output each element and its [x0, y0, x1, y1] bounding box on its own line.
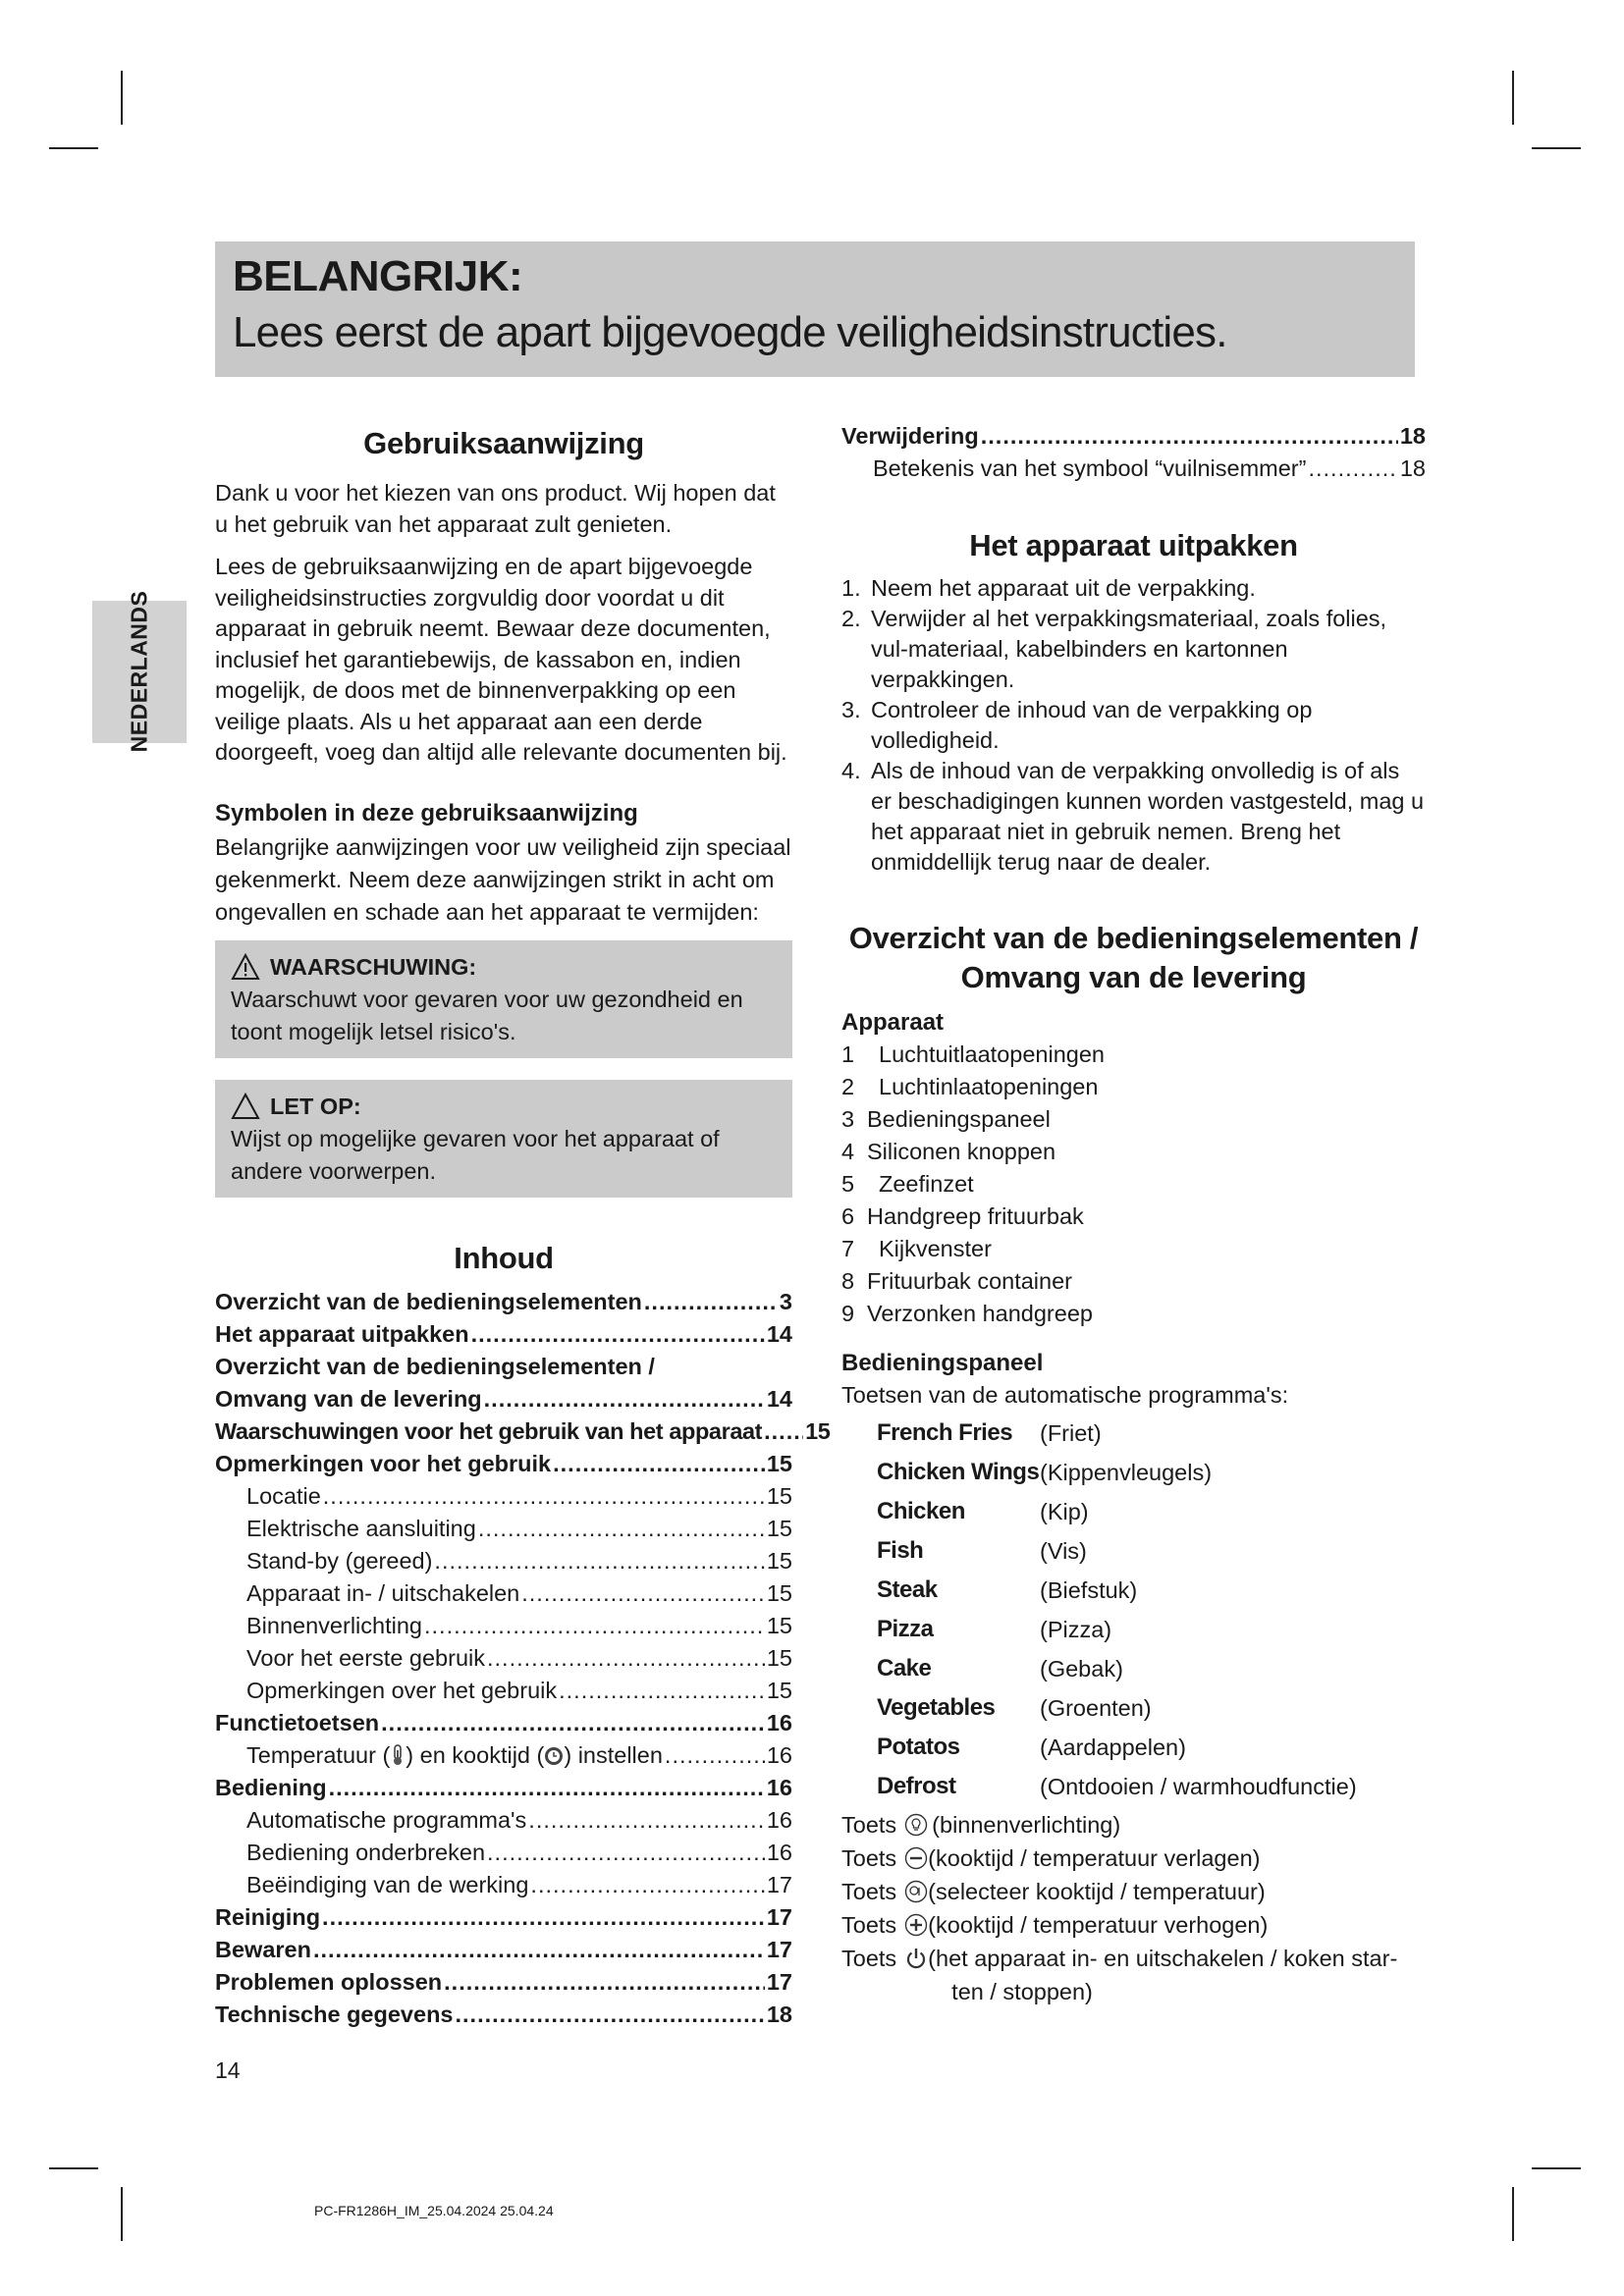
caution-box	[215, 1080, 792, 1198]
table-of-contents	[215, 1286, 831, 2031]
thermometer-icon	[390, 1744, 406, 1766]
toc-entry: Het apparaat uitpakken ..... 14	[215, 1318, 792, 1351]
intro-paragraph-2: Lees de gebruiksaanwijzing en de apart bijgevoegde veiligheidsinstructies zorgvuldig door voordat u dit apparaat in gebruik neemt. Bewaar deze documenten, inclusief het garantiebewijs, de kassabon en, indien mogelijk, de doos met de binnenverpakking op een veilige plaats. Als u het apparaat aan een derde doorgeeft, voeg dan altijd alle relevante documenten bij.	[215, 554, 787, 765]
toc-entry: Omvang van de levering ..... 14	[215, 1383, 792, 1415]
toc-entry: Verwijdering ..... 18	[841, 420, 1426, 453]
crop-mark	[121, 71, 123, 125]
list-item: 4 Siliconen knoppen	[841, 1139, 1056, 1164]
toc-entry: Apparaat in- / uitschakelen ..... 15	[215, 1577, 792, 1610]
language-tab-label: NEDERLANDS	[126, 590, 152, 753]
toc-entry: Waarschuwingen voor het gebruik van het apparaat ..... 15	[215, 1415, 792, 1448]
unpack-steps	[841, 573, 1426, 878]
crop-mark	[49, 2167, 98, 2169]
key-item: Toets (kooktijd / temperatuur verlagen)	[841, 1845, 1261, 1871]
program-item: Chicken Wings (Kippenvleugels)	[877, 1459, 1213, 1485]
toc-entry: Betekenis van het symbool “vuilnisemmer” ..... 18	[841, 453, 1426, 485]
toc-entry: Technische gegevens ..... 18	[215, 1999, 792, 2031]
list-item: 8 Frituurbak container	[841, 1268, 1072, 1294]
program-item: Pizza (Pizza)	[877, 1616, 1112, 1642]
important-banner	[215, 241, 1415, 377]
programs-intro: Toetsen van de automatische programma's:	[841, 1382, 1289, 1408]
toc-entry: Bediening onderbreken ..... 16	[215, 1837, 792, 1869]
symbols-text: Belangrijke aanwijzingen voor uw veiligheid zijn speciaal gekenmerkt. Neem deze aanwijzingen strikt in acht om ongevallen en schade aan het apparaat te vermijden:	[215, 833, 791, 925]
toc-title: Inhoud	[454, 1240, 554, 1275]
toc-entry: Reiniging ..... 17	[215, 1901, 792, 1934]
toc-entry: Temperatuur ( ) en kooktijd ( ) instellen ..... 16	[215, 1739, 792, 1772]
key-item: Toets (binnenverlichting)	[841, 1812, 1121, 1838]
key-item: Toets (het apparaat in- en uitschakelen / koken star- ten / stoppen)	[841, 1946, 1398, 2004]
list-item: 2 Luchtinlaatopeningen	[841, 1074, 1099, 1099]
toc-entry: Stand-by (gereed) ..... 15	[215, 1545, 792, 1577]
list-item: 3. Controleer de inhoud van de verpakking op volledigheid.	[841, 697, 1313, 753]
crop-mark	[1532, 2167, 1581, 2169]
list-item: 5 Zeefinzet	[841, 1171, 974, 1197]
crop-mark	[121, 2187, 123, 2241]
program-item: Steak (Biefstuk)	[877, 1576, 1138, 1603]
list-item: 2. Verwijder al het verpakkingsmateriaal, zoals folies, vul-materiaal, kabelbinders en kartonnen verpakkingen.	[841, 606, 1387, 692]
toc-entry: Problemen oplossen ..... 17	[215, 1966, 792, 1999]
crop-mark	[1512, 71, 1514, 125]
list-item: 9 Verzonken handgreep	[841, 1301, 1093, 1326]
power-icon	[904, 1947, 928, 1970]
toc-entry: Binnenverlichting ..... 15	[215, 1610, 792, 1642]
plus-icon	[904, 1913, 928, 1937]
panel-heading: Bedieningspaneel	[841, 1350, 1044, 1376]
list-item: 6 Handgreep frituurbak	[841, 1203, 1084, 1229]
caution-icon	[231, 1093, 260, 1120]
list-item: 4. Als de inhoud van de verpakking onvolledig is of als er beschadigingen kunnen worden vastgesteld, mag u het apparaat niet in gebruik nemen. Breng het onmiddellijk terug naar de dealer.	[841, 758, 1425, 875]
key-item: Toets (kooktijd / temperatuur verhogen)	[841, 1912, 1269, 1938]
toc-entry: Opmerkingen voor het gebruik ..... 15	[215, 1448, 792, 1480]
minus-icon	[904, 1846, 928, 1870]
key-item: Toets (selecteer kooktijd / temperatuur)	[841, 1879, 1266, 1904]
program-item: Cake (Gebak)	[877, 1655, 1123, 1682]
program-item: Vegetables (Groenten)	[877, 1694, 1152, 1721]
toc-entry: Overzicht van de bedieningselementen /	[215, 1353, 655, 1379]
caution-label: LET OP:	[270, 1093, 361, 1119]
program-item: Potatos (Aardappelen)	[877, 1734, 1186, 1760]
footer-code: PC-FR1286H_IM_25.04.2024 25.04.24	[314, 2203, 554, 2218]
toc-entry: Opmerkingen over het gebruik ..... 15	[215, 1675, 792, 1707]
list-item: 1. Neem het apparaat uit de verpakking.	[841, 575, 1256, 601]
toc-entry: Bediening ..... 16	[215, 1772, 792, 1804]
program-item: French Fries (Friet)	[877, 1419, 1102, 1446]
device-heading: Apparaat	[841, 1009, 945, 1036]
symbols-heading: Symbolen in deze gebruiksaanwijzing	[215, 799, 638, 827]
intro-paragraph-1: Dank u voor het kiezen van ons product. Wij hopen dat u het gebruik van het apparaat zult genieten.	[215, 480, 776, 537]
crop-mark	[1532, 147, 1581, 149]
parts-list	[841, 1039, 1426, 1330]
toc-entry: Voor het eerste gebruik ..... 15	[215, 1642, 792, 1675]
programs-list	[841, 1414, 1426, 1806]
program-item: Defrost (Ontdooien / warmhoudfunctie)	[877, 1773, 1357, 1799]
list-item: 1 Luchtuitlaatopeningen	[841, 1041, 1105, 1067]
warning-icon	[231, 953, 260, 981]
key-list	[841, 1808, 1426, 2008]
right-column	[841, 420, 1426, 2008]
select-icon	[904, 1880, 928, 1903]
crop-mark	[1512, 2187, 1514, 2241]
toc-entry: Automatische programma's ..... 16	[215, 1804, 792, 1837]
lightbulb-icon	[904, 1813, 928, 1837]
banner-title: BELANGRIJK:	[233, 252, 523, 300]
crop-mark	[49, 147, 98, 149]
manual-title: Gebruiksaanwijzing	[363, 426, 644, 460]
toc-entry: Elektrische aansluiting ..... 15	[215, 1513, 792, 1545]
clock-icon	[544, 1746, 564, 1766]
warning-label: WAARSCHUWING:	[270, 953, 477, 980]
banner-subtitle: Lees eerst de apart bijgevoegde veiligheidsinstructies.	[233, 308, 1227, 356]
toc-entry: Functietoetsen ..... 16	[215, 1707, 792, 1739]
toc-entry: Bewaren ..... 17	[215, 1934, 792, 1966]
program-item: Chicken (Kip)	[877, 1498, 1089, 1524]
list-item: 3 Bedieningspaneel	[841, 1106, 1051, 1132]
toc-continued	[841, 420, 1426, 485]
toc-entry: Overzicht van de bedieningselementen ..... 3	[215, 1286, 792, 1318]
unpack-title: Het apparaat uitpakken	[969, 528, 1298, 562]
overview-title	[841, 919, 1426, 997]
warning-box	[215, 940, 792, 1058]
program-item: Fish (Vis)	[877, 1537, 1087, 1564]
list-item: 7 Kijkvenster	[841, 1236, 992, 1261]
overview-title-line1: Overzicht van de bedieningselementen /	[848, 921, 1419, 955]
left-column	[215, 420, 831, 2031]
caution-text: Wijst op mogelijke gevaren voor het apparaat of andere voorwerpen.	[231, 1125, 720, 1184]
toc-entry: Locatie ..... 15	[215, 1480, 792, 1513]
language-tab	[92, 590, 187, 753]
page-number: 14	[215, 2057, 241, 2083]
warning-text: Waarschuwt voor gevaren voor uw gezondheid en toont mogelijk letsel risico's.	[231, 986, 743, 1044]
overview-title-line2: Omvang van de levering	[960, 960, 1307, 994]
toc-entry: Beëindiging van de werking ..... 17	[215, 1869, 792, 1901]
